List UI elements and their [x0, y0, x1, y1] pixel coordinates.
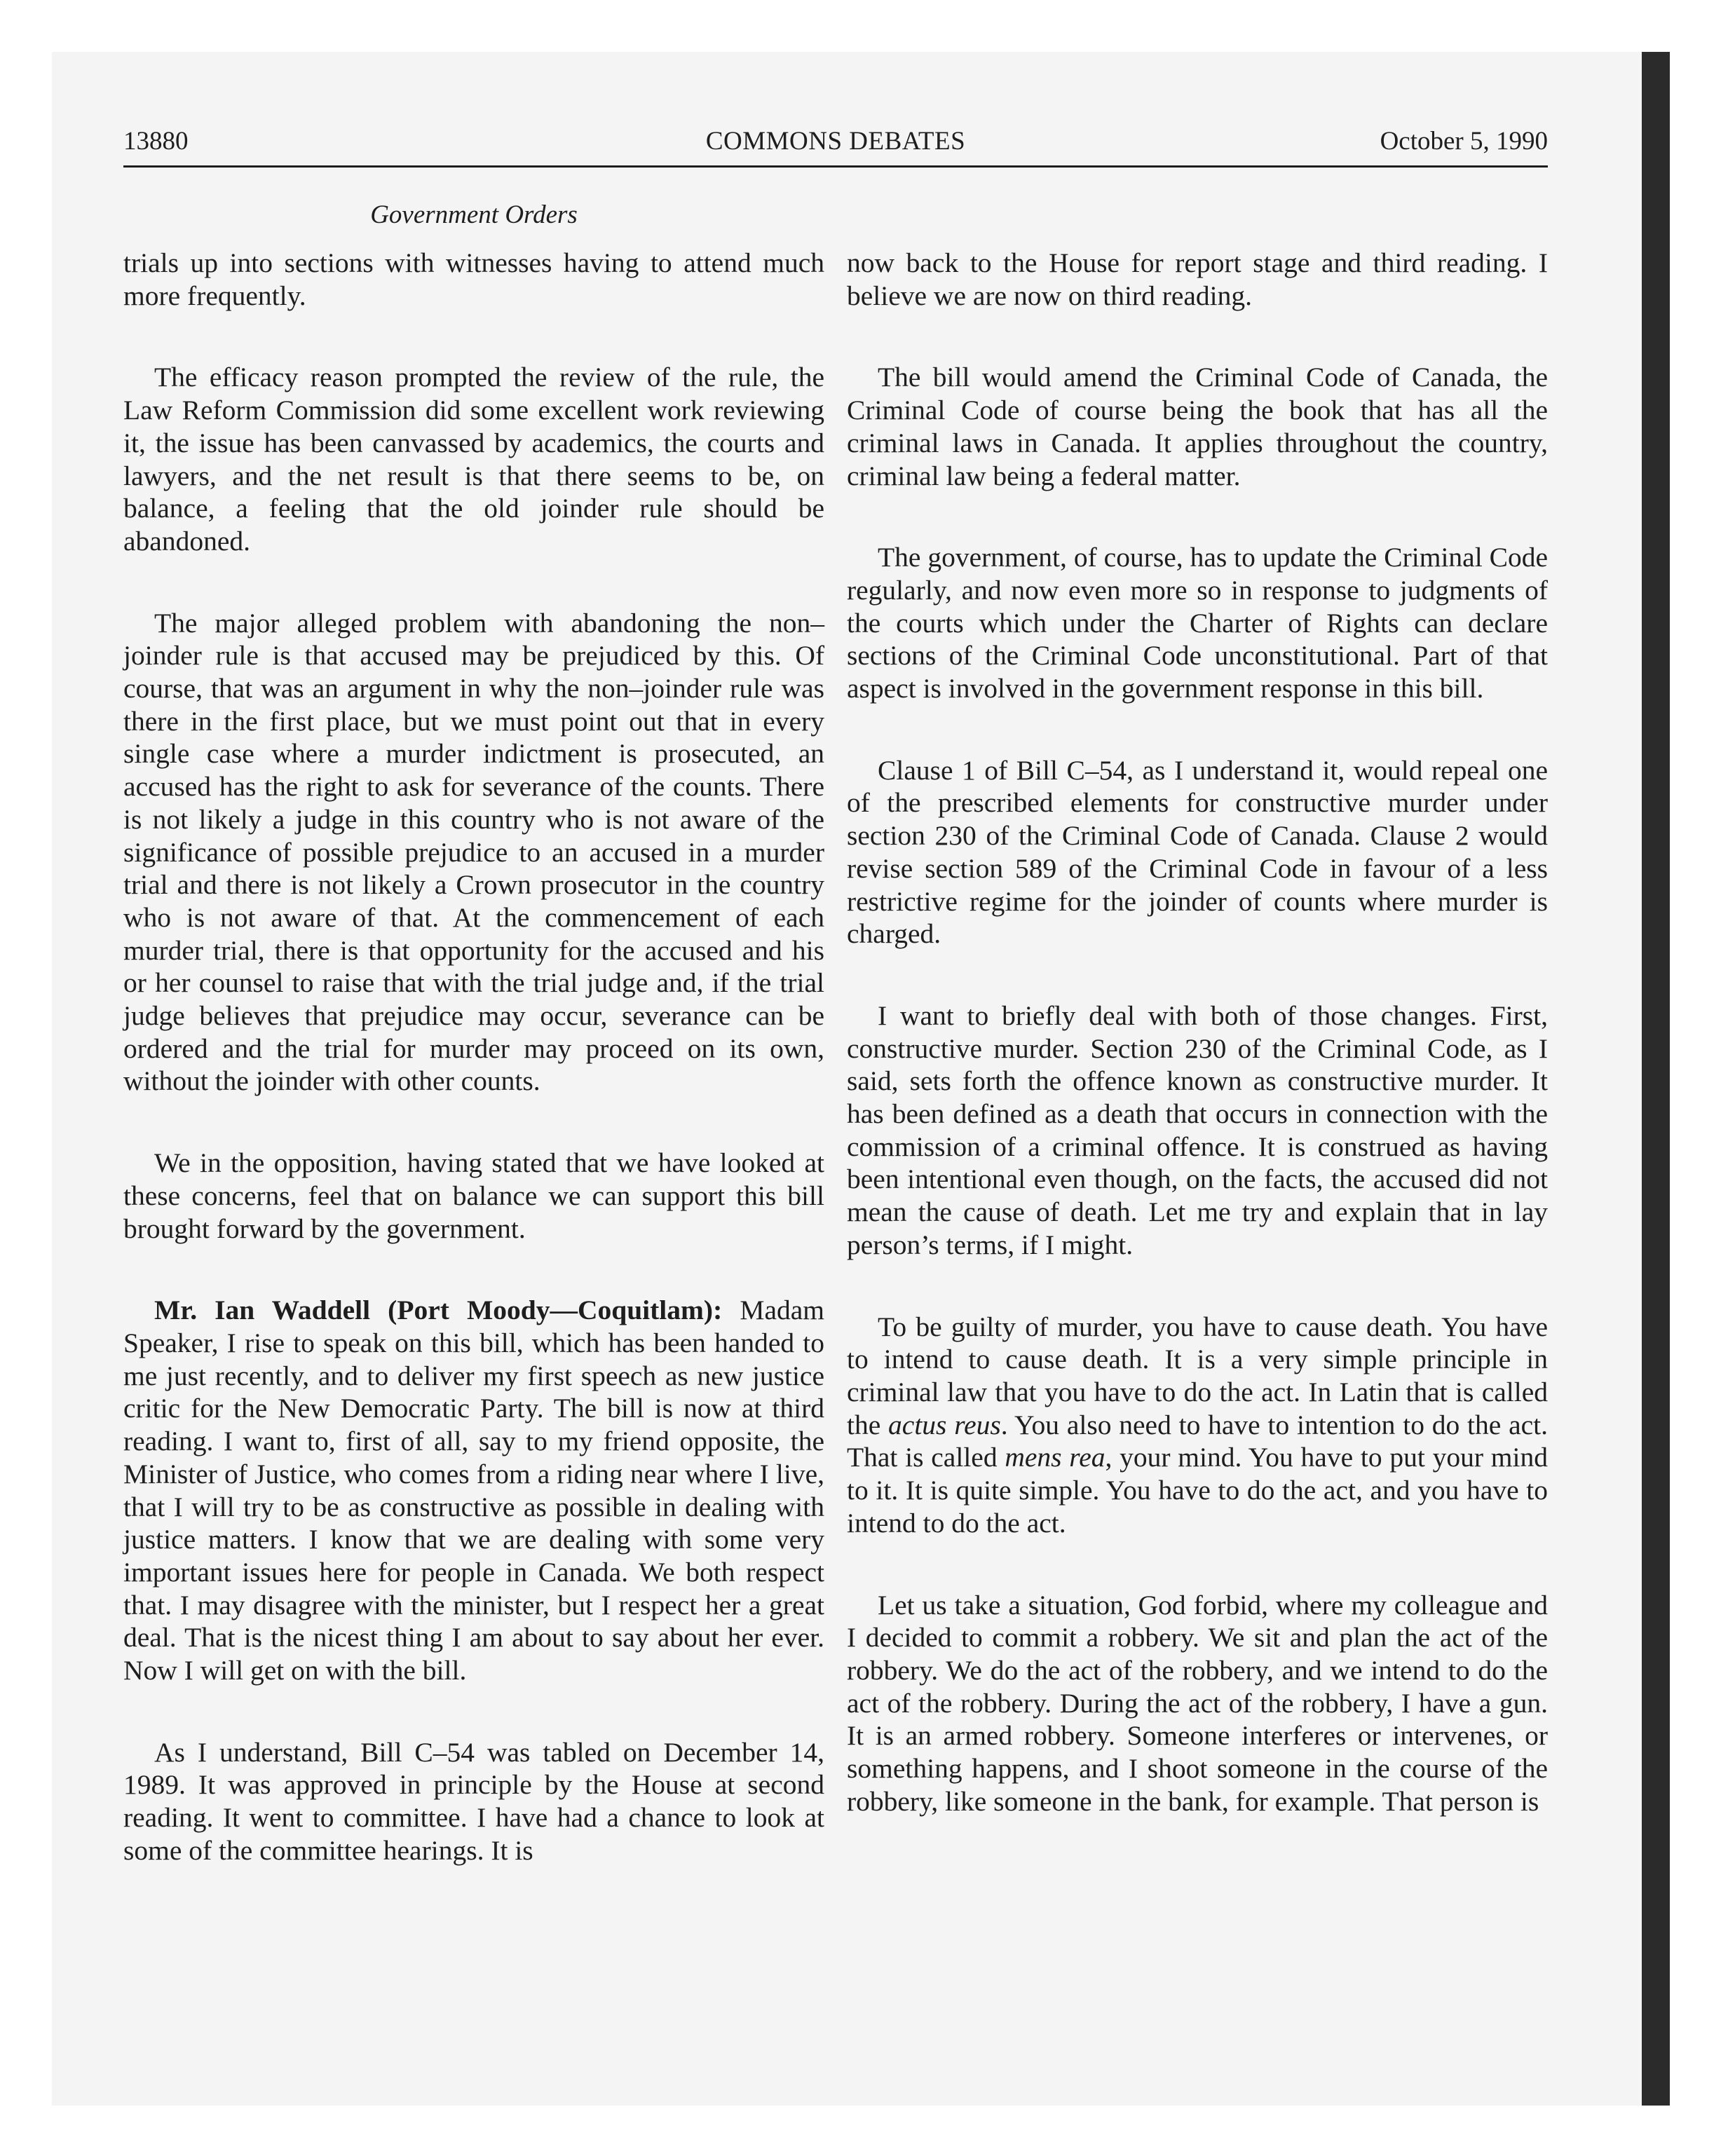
right-column: [847, 247, 1548, 1867]
section-heading: Government Orders: [370, 200, 578, 229]
header-rule: [123, 165, 1548, 168]
text-segment: To be guilty of murder, you have to cause death. You have to intend to cause death. It is a very simple principle in criminal law that you have to do the act. In Latin that is called the: [847, 1311, 1548, 1440]
text-segment: . You also need to have to intention to do the act. That is called: [847, 1409, 1548, 1473]
paragraph: [847, 1311, 1548, 1540]
paragraph: The government, of course, has to update the Criminal Code regularly, and now even more so in response to judgments of the courts which under the Charter of Rights can declare sections of the Criminal Code unconstitutional. Part of that aspect is involved in the government response in this bill.: [847, 542, 1548, 704]
paragraph: Clause 1 of Bill C–54, as I understand it, would repeal one of the prescribed elements for constructive murder under section 230 of the Criminal Code of Canada. Clause 2 would revise section 589 of the Criminal Code in favour of a less restrictive regime for the joinder of counts where murder is charged.: [847, 754, 1548, 950]
latin-term: mens rea: [1005, 1442, 1105, 1473]
speech-text: Madam Speaker, I rise to speak on this bill, which has been handed to me just recently, and to deliver my first speech as new justice critic for the New Democratic Party. The bill is now at third reading. I want to, first of all, say to my friend opposite, the Minister of Justice, who comes from a riding near where I live, that I will try to be as constructive as possible in dealing with justice matters. I know that we are dealing with some very important issues here for people in Canada. We both respect that. I may disagree with the minister, but I respect her a great deal. That is the nicest thing I am about to say about her ever. Now I will get on with the bill.: [123, 1295, 824, 1686]
left-column: [123, 247, 824, 1916]
speech-paragraph: [123, 1294, 824, 1686]
paragraph: now back to the House for report stage and third reading. I believe we are now on third reading.: [847, 247, 1548, 311]
paragraph: trials up into sections with witnesses having to attend much more frequently.: [123, 247, 824, 311]
page-number: 13880: [123, 127, 189, 156]
scan-edge-shadow: [1642, 52, 1670, 2106]
journal-title: COMMONS DEBATES: [705, 127, 966, 156]
paragraph: We in the opposition, having stated that we have looked at these concerns, feel that on balance we can support this bill brought forward by the government.: [123, 1147, 824, 1244]
page-header: [123, 121, 1548, 163]
paragraph: The efficacy reason prompted the review of the rule, the Law Reform Commission did some excellent work reviewing it, the issue has been canvassed by academics, the courts and lawyers, and the net result is that there seems to be, on balance, a feeling that the old joinder rule should be abandoned.: [123, 362, 824, 557]
paragraph: The bill would amend the Criminal Code of Canada, the Criminal Code of course being the book that has all the criminal laws in Canada. It applies throughout the country, criminal law being a federal matter.: [847, 362, 1548, 491]
paragraph: I want to briefly deal with both of those changes. First, constructive murder. Section 230 of the Criminal Code, as I said, sets forth the offence known as constructive murder. It has been defined as a death that occurs in connection with the commission of a criminal offence. It is construed as having been intentional even though, on the facts, the accused did not mean the cause of death. Let me try and explain that in lay person’s terms, if I might.: [847, 999, 1548, 1260]
paragraph: The major alleged problem with abandoning the non–joinder rule is that accused may be prejudiced by this. Of course, that was an argument in why the non–joinder rule was there in the first place, but we must point out that in every single case where a murder indictment is prosecuted, an accused has the right to ask for severance of the counts. There is not likely a judge in this country who is not aware of the significance of possible prejudice to an accused in a murder trial and there is not likely a Crown prosecutor in the country who is not aware of that. At the commencement of each murder trial, there is that opportunity for the accused and his or her counsel to raise that with the trial judge and, if the trial judge believes that prejudice may occur, severance can be ordered and the trial for murder may proceed on its own, without the joinder with other counts.: [123, 607, 824, 1097]
paragraph: As I understand, Bill C–54 was tabled on December 14, 1989. It was approved in principle by the House at second reading. It went to committee. I have had a chance to look at some of the committee hearings. It is: [123, 1736, 824, 1866]
issue-date: October 5, 1990: [1380, 127, 1548, 156]
paragraph: Let us take a situation, God forbid, where my colleague and I decided to commit a robbery. We sit and plan the act of the robbery. We do the act of the robbery, and we intend to do the act of the robbery. During the act of the robbery, I have a gun. It is an armed robbery. Someone interferes or intervenes, or something happens, and I shoot someone in the course of the robbery, like someone in the bank, for example. That person is: [847, 1589, 1548, 1817]
latin-term: actus reus: [888, 1409, 1001, 1440]
speaker-name: Mr. Ian Waddell (Port Moody—Coquitlam):: [154, 1295, 723, 1326]
text-segment: , your mind. You have to put your mind to it. It is quite simple. You have to do the act, and you have to intend to do the act.: [847, 1442, 1548, 1538]
